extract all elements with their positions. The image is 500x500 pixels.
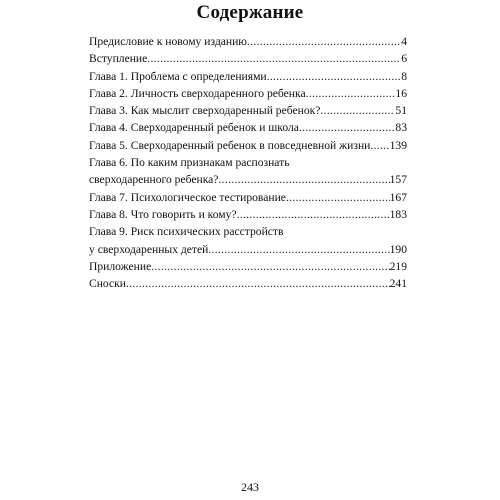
dot-leader [237, 206, 390, 223]
page-number: 243 [241, 480, 259, 494]
toc-entry-page: 190 [389, 242, 407, 256]
toc-entry-page: 51 [395, 104, 407, 118]
toc-entry-title: Глава 3. Как мыслит сверходаренный ребенок? [89, 104, 321, 118]
toc-entry-title: Сноски [89, 277, 127, 291]
toc-entry-page: 16 [395, 86, 407, 100]
toc-entry-title: сверходаренного ребенка? [89, 173, 219, 187]
toc-entry-title: Глава 8. Что говорить и кому? [89, 207, 237, 221]
toc-entry-chapter-1[interactable] [89, 68, 407, 85]
toc-entry-title: Глава 5. Сверходаренный ребенок в повседневной жизни [89, 138, 371, 152]
toc-entry-chapter-7[interactable] [89, 189, 407, 206]
toc-entry-introduction[interactable] [89, 50, 407, 67]
dot-leader [147, 50, 401, 67]
toc-entry-page: 8 [401, 69, 407, 83]
toc-entry-title: Глава 7. Психологическое тестирование [89, 190, 286, 204]
toc-entry-title: Глава 2. Личность сверходаренного ребенка [89, 86, 306, 100]
toc-entry-chapter-4[interactable] [89, 119, 407, 136]
toc-entry-preface[interactable] [89, 33, 407, 50]
toc-entry-page: 6 [401, 52, 407, 66]
toc-entry-title-line-1: Глава 9. Риск психических расстройств [89, 225, 284, 239]
dot-leader [267, 68, 402, 85]
toc-entry-title: Глава 1. Проблема с определениями [89, 69, 267, 83]
dot-leader [320, 102, 395, 119]
dot-leader [151, 258, 389, 275]
toc-entry-page: 83 [395, 121, 407, 135]
toc-entry-chapter-8[interactable] [89, 206, 407, 223]
toc-entry-title: Вступление [89, 52, 148, 66]
toc-entry-title: Глава 4. Сверходаренный ребенок и школа [89, 121, 299, 135]
toc-entry-page: 4 [401, 35, 407, 48]
toc-entry-page: 241 [389, 277, 407, 291]
toc-entry-chapter-5[interactable] [89, 137, 407, 154]
toc-entry-title: Предисловие к новому изданию [89, 35, 247, 48]
dot-leader [208, 241, 389, 258]
dot-leader [286, 189, 390, 206]
toc-entry-page: 167 [389, 190, 407, 204]
table-of-contents [89, 33, 407, 292]
toc-entry-chapter-2[interactable] [89, 85, 407, 102]
toc-entry-chapter-3[interactable] [89, 102, 407, 119]
toc-entry-footnotes[interactable] [89, 275, 407, 292]
toc-entry-title: у сверходаренных детей [89, 242, 209, 256]
dot-leader [218, 171, 389, 188]
toc-entry-page: 157 [389, 173, 407, 187]
toc-entry-appendix[interactable] [89, 258, 407, 275]
toc-entry-chapter-6[interactable] [89, 154, 407, 189]
toc-entry-chapter-9[interactable] [89, 223, 407, 258]
toc-entry-page: 219 [389, 259, 407, 273]
dot-leader [299, 119, 395, 136]
dot-leader [370, 137, 389, 154]
toc-entry-page: 139 [389, 138, 407, 152]
toc-entry-title: Приложение [89, 259, 152, 273]
dot-leader [247, 33, 401, 50]
page-title: Содержание [196, 2, 304, 23]
dot-leader [126, 275, 390, 292]
toc-entry-title-line-1: Глава 6. По каким признакам распознать [89, 156, 290, 170]
dot-leader [306, 85, 396, 102]
toc-entry-page: 183 [389, 207, 407, 221]
